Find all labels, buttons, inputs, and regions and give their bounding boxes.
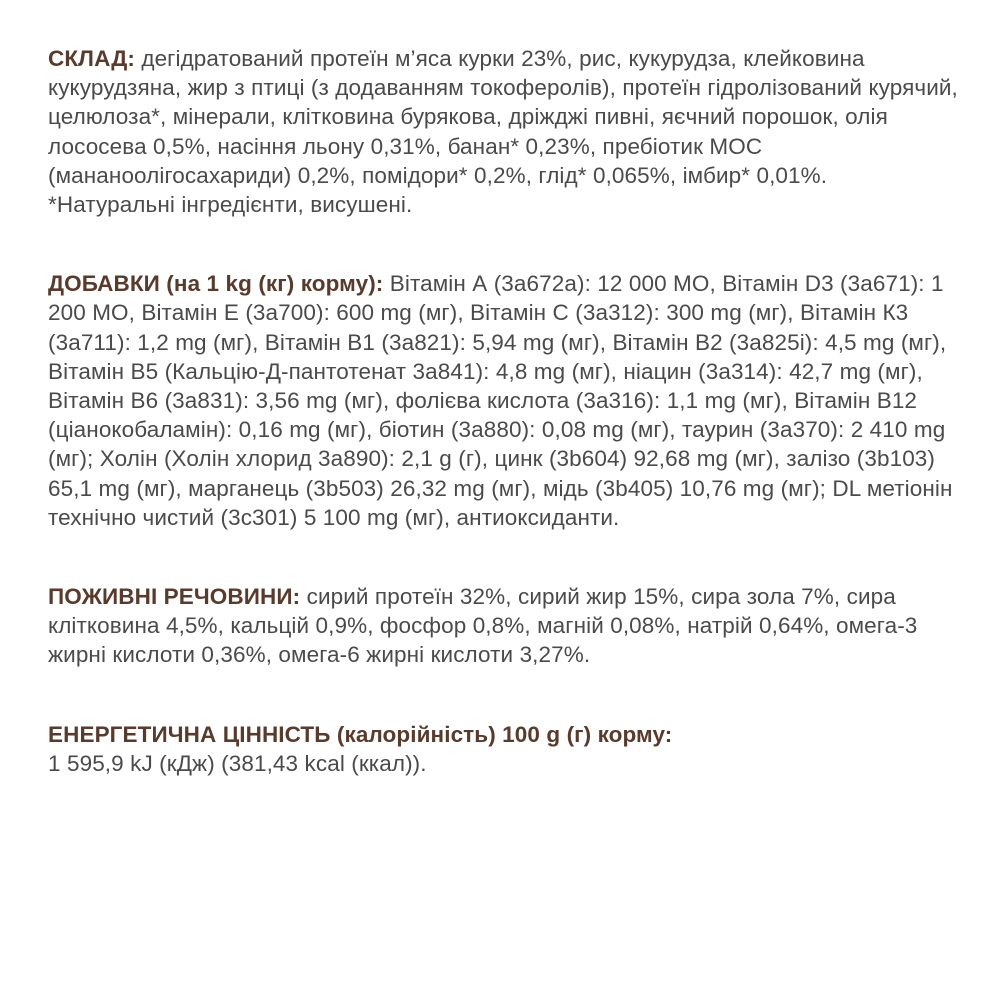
energy-text: 1 595,9 kJ (кДж) (381,43 kcal (ккал)).: [48, 750, 427, 776]
section-nutrients: [48, 582, 960, 670]
nutrients-heading: ПОЖИВНІ РЕЧОВИНИ:: [48, 584, 301, 610]
section-energy: [48, 720, 960, 778]
additives-text: Вітамін А (3а672а): 12 000 МО, Вітамін D3 (3а671): 1 200 МО, Вітамін Е (3а700): 600 mg (мг), Вітамін С (3а312): 300 mg (мг), Вітамін К3 (3а711): 1,2 mg (мг), Вітамін В1 (3а821): 5,94 mg (мг), Вітамін В2 (3а825і): 4,5 mg (мг), Вітамін В5 (Кальцію-Д-пантотенат 3а841): 4,8 mg (мг), ніацин (3а314): 42,7 mg (мг), Вітамін В6 (3а831): 3,56 mg (мг), фолієва кислота (3а316): 1,1 mg (мг), Вітамін В12 (ціанокобаламін): 0,16 mg (мг), біотин (3а880): 0,08 mg (мг), таурин (3а370): 2 410 mg (мг); Холін (Холін хлорид 3а890): 2,1 g (г), цинк (3b604) 92,68 mg (мг), залізо (3b103) 65,1 mg (мг), марганець (3b503) 26,32 mg (мг), мідь (3b405) 10,76 mg (мг); DL метіонін технічно чистий (3c301) 5 100 mg (мг), антиоксиданти.: [48, 271, 953, 530]
composition-text: дегідратований протеїн м’яса курки 23%, рис, кукурудза, клейковина кукурудзяна, жир з птиці (з додаванням токоферолів), протеїн гідролізований курячий, целюлоза*, мінерали, клітковина бурякова, дріжджі пивні, яєчний порошок, олія лососева 0,5%, насіння льону 0,31%, банан* 0,23%, пребіотик МОС (мананоолігосахариди) 0,2%, помідори* 0,2%, глід* 0,065%, імбир* 0,01%. *Натуральні інгредієнти, висушені.: [48, 46, 958, 218]
additives-heading: ДОБАВКИ (на 1 kg (кг) корму):: [48, 271, 384, 297]
energy-heading: ЕНЕРГЕТИЧНА ЦІННІСТЬ (калорійність) 100 g (г) корму:: [48, 721, 673, 747]
section-additives: [48, 269, 960, 532]
nutrients-text: сирий протеїн 32%, сирий жир 15%, сира зола 7%, сира клітковина 4,5%, кальцій 0,9%, фосфор 0,8%, магній 0,08%, натрій 0,64%, омега-3 жирні кислоти 0,36%, омега-6 жирні кислоти 3,27%.: [48, 584, 918, 668]
section-composition: [48, 44, 960, 219]
composition-heading: СКЛАД:: [48, 46, 135, 71]
